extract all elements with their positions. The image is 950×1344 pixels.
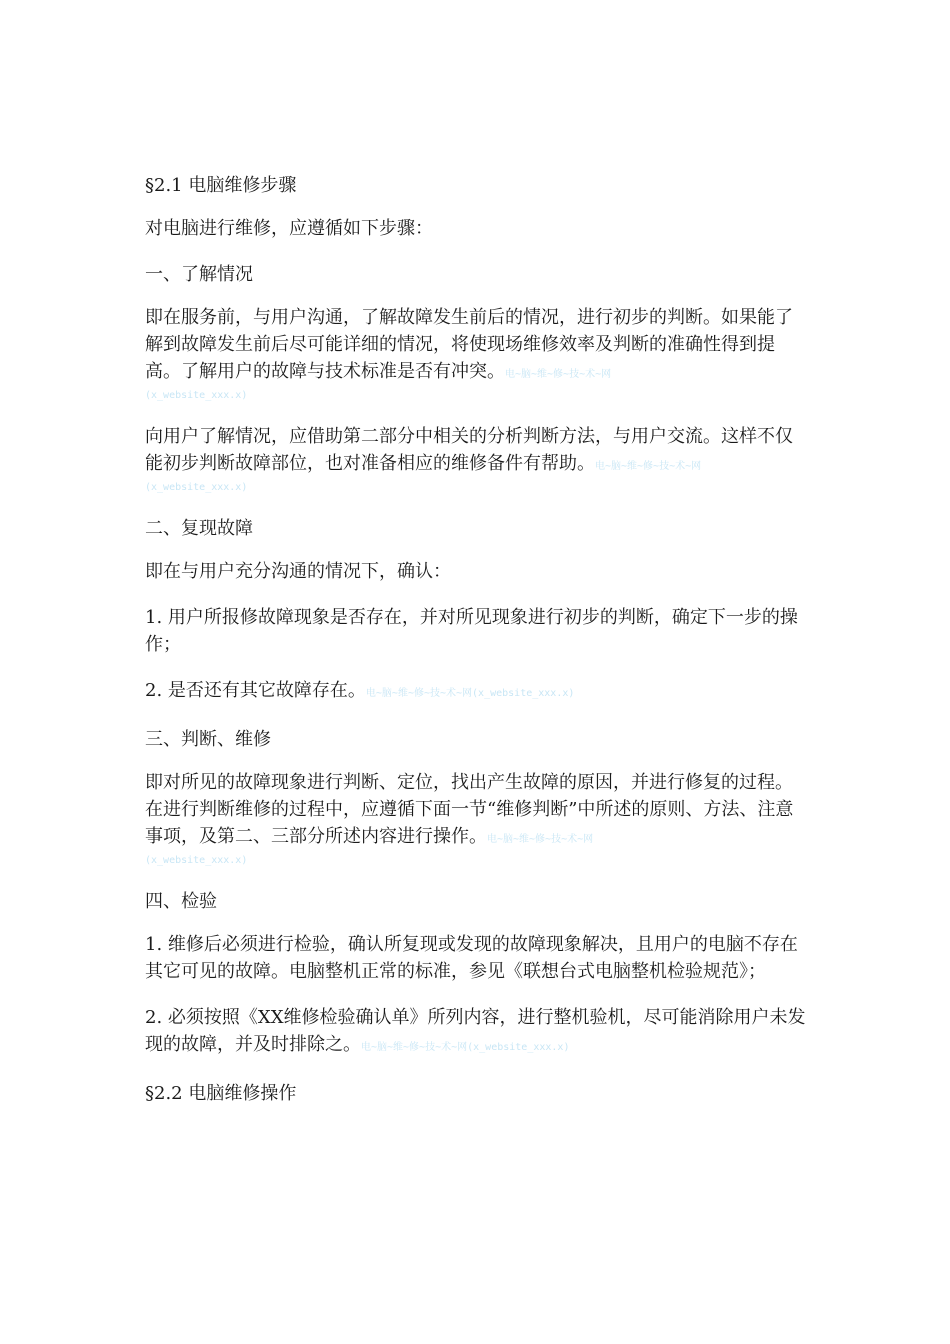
watermark-text: 电~脑~维~修~技~术~网(x_website_xxx.x) <box>365 688 575 699</box>
watermark-text: 电~脑~维~修~技~术~网 <box>595 461 702 472</box>
paragraph-understand-2 <box>145 423 810 496</box>
document-body <box>145 172 810 1123</box>
paragraph-inspection-1: 1. 维修后必须进行检验，确认所复现或发现的故障现象解决，且用户的电脑不存在其它可见的故障。电脑整机正常的标准，参见《联想台式电脑整机检验规范》； <box>145 934 798 982</box>
paragraph-understand-2-text: 向用户了解情况，应借助第二部分中相关的分析判断方法，与用户交流。这样不仅能初步判断故障部位，也对准备相应的维修备件有帮助。 <box>145 426 793 474</box>
heading-diagnose-repair: 三、判断、维修 <box>145 729 271 750</box>
watermark-text: 电~脑~维~修~技~术~网(x_website_xxx.x) <box>361 1042 570 1053</box>
paragraph-reproduce-2 <box>145 677 810 707</box>
heading-reproduce-fault: 二、复现故障 <box>145 518 253 539</box>
paragraph-inspection-2 <box>145 1004 810 1061</box>
paragraph-reproduce-intro: 即在与用户充分沟通的情况下，确认： <box>145 561 451 582</box>
watermark-text: 电~脑~维~修~技~术~网 <box>505 369 612 380</box>
section-2-1-title: §2.1 电脑维修步骤 <box>145 175 297 196</box>
paragraph-reproduce-2-text: 2. 是否还有其它故障存在。 <box>145 680 366 701</box>
paragraph-understand-1-text: 即在服务前，与用户沟通，了解故障发生前后的情况，进行初步的判断。如果能了解到故障发生前后尽可能详细的情况，将使现场维修效率及判断的准确性得到提高。了解用户的故障与技术标准是否有冲突。 <box>145 307 793 382</box>
paragraph-diagnose-text: 即对所见的故障现象进行判断、定位，找出产生故障的原因，并进行修复的过程。在进行判断维修的过程中，应遵循下面一节“维修判断”中所述的原则、方法、注意事项，及第二、三部分所述内容进行操作。 <box>145 772 794 847</box>
watermark-text: (x_website_xxx.x) <box>145 390 248 401</box>
paragraph-inspection-2-text: 2. 必须按照《XX维修检验确认单》所列内容，进行整机验机，尽可能消除用户未发现的故障，并及时排除之。 <box>145 1007 806 1055</box>
paragraph-understand-1 <box>145 304 810 404</box>
heading-inspection: 四、检验 <box>145 891 217 912</box>
paragraph-diagnose <box>145 769 810 869</box>
intro-paragraph: 对电脑进行维修，应遵循如下步骤： <box>145 218 433 239</box>
paragraph-reproduce-1: 1. 用户所报修故障现象是否存在，并对所见现象进行初步的判断，确定下一步的操作； <box>145 607 798 655</box>
watermark-text: (x_website_xxx.x) <box>145 855 248 866</box>
heading-understand-situation: 一、了解情况 <box>145 264 253 285</box>
watermark-text: 电~脑~维~修~技~术~网 <box>487 834 594 845</box>
section-2-2-title: §2.2 电脑维修操作 <box>145 1083 297 1104</box>
watermark-text: (x_website_xxx.x) <box>145 482 248 493</box>
